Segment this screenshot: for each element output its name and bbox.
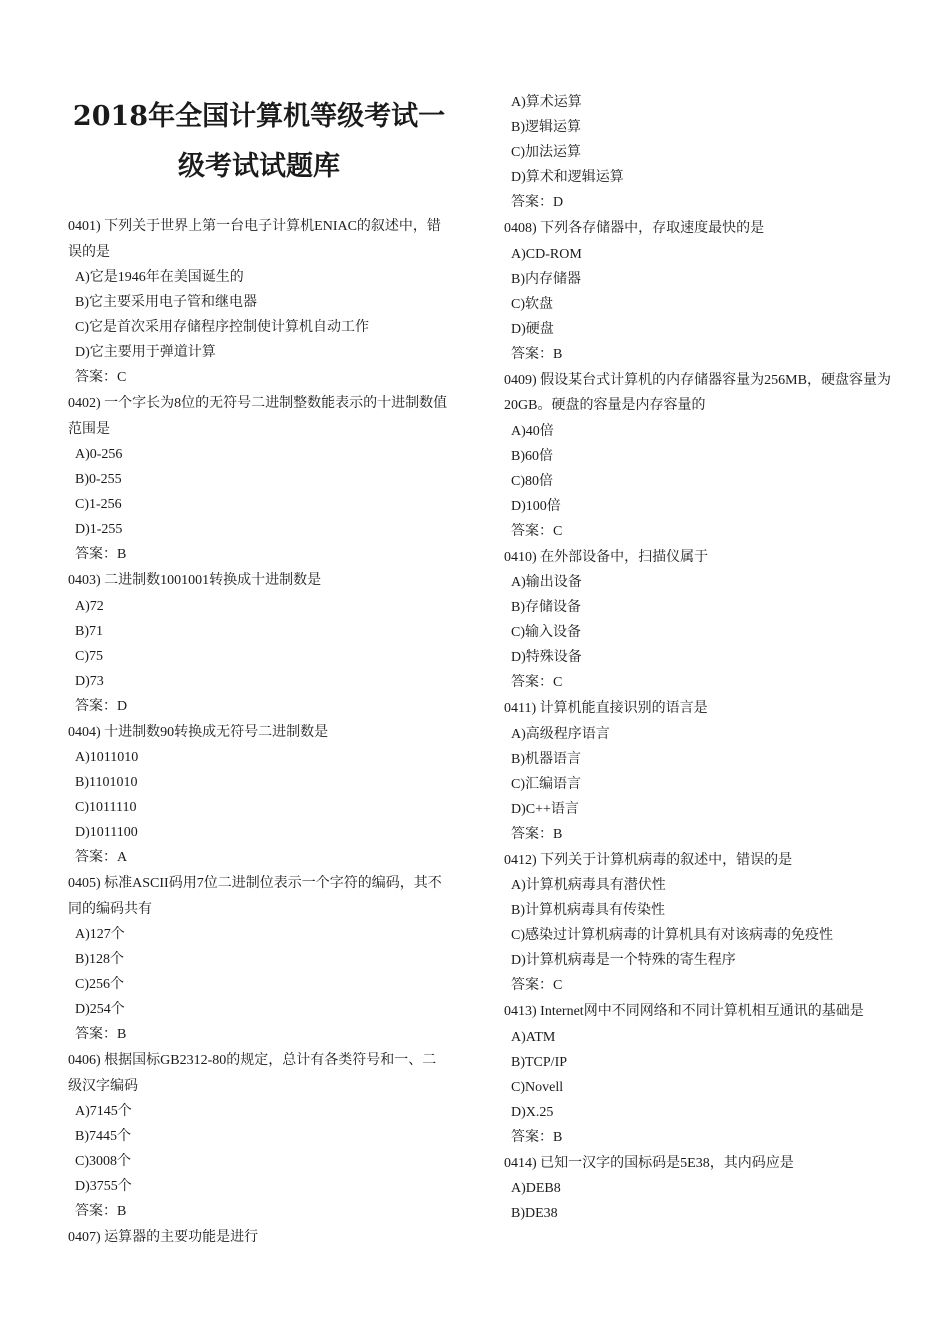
answer-option: D)100倍 [511, 498, 561, 514]
answer-option: C)1-256 [75, 497, 122, 512]
correct-answer: 答案：B [511, 826, 563, 842]
question-stem: 0403) 二进制数1001001转换成十进制数是 [68, 573, 322, 588]
answer-option: B)DE38 [511, 1206, 558, 1221]
correct-answer: 答案：D [75, 698, 128, 714]
correct-answer: 答案：A [75, 850, 128, 865]
answer-option: B)60倍 [511, 448, 553, 464]
answer-option: A)CD-ROM [511, 246, 582, 262]
answer-option: C)输入设备 [511, 625, 581, 640]
answer-option: B)计算机病毒具有传染性 [511, 903, 665, 918]
answer-option: A)127个 [75, 927, 125, 942]
answer-option: D)硬盘 [511, 321, 554, 337]
question-block [504, 216, 896, 368]
answer-option: D)C++语言 [511, 801, 579, 817]
question-stem: 0401) 下列关于世界上第一台电子计算机ENIAC的叙述中，错误的是 [68, 219, 441, 260]
question-stem: 0407) 运算器的主要功能是进行 [68, 1230, 259, 1245]
answer-option: A)计算机病毒具有潜伏性 [511, 878, 666, 893]
correct-answer: 答案：B [511, 346, 563, 362]
question-block [68, 391, 450, 568]
answer-option: D)X.25 [511, 1104, 554, 1120]
answer-option: A)高级程序语言 [511, 726, 610, 742]
answer-option: A)DEB8 [511, 1181, 561, 1196]
answer-option: B)它主要采用电子管和继电器 [75, 295, 257, 310]
correct-answer: 答案：C [511, 523, 563, 539]
answer-option: D)计算机病毒是一个特殊的寄生程序 [511, 953, 736, 968]
correct-answer: 答案：B [75, 547, 127, 562]
answer-option: B)存储设备 [511, 600, 581, 615]
answer-option: C)软盘 [511, 296, 553, 312]
question-block [68, 720, 450, 872]
question-stem: 0414) 已知一汉字的国标码是5E38，其内码应是 [504, 1155, 794, 1171]
answer-option: C)75 [75, 648, 103, 664]
correct-answer: 答案：D [511, 195, 564, 210]
answer-option: B)机器语言 [511, 751, 581, 767]
answer-option: B)128个 [75, 952, 124, 967]
answer-option: B)内存储器 [511, 271, 581, 287]
question-stem: 0404) 十进制数90转换成无符号二进制数是 [68, 724, 329, 740]
question-stem: 0413) Internet网中不同网络和不同计算机相互通讯的基础是 [504, 1004, 864, 1019]
question-block [504, 368, 896, 545]
answer-option: D)特殊设备 [511, 650, 582, 665]
question-stem: 0408) 下列各存储器中，存取速度最快的是 [504, 221, 765, 236]
question-block [504, 848, 896, 1000]
answer-option: B)逻辑运算 [511, 120, 581, 135]
answer-option: C)它是首次采用存储程序控制使计算机自动工作 [75, 320, 369, 335]
document-title [68, 92, 450, 192]
answer-option: C)256个 [75, 977, 124, 992]
correct-answer: 答案：B [75, 1027, 127, 1042]
question-block [68, 214, 450, 391]
left-question-list [68, 214, 450, 1251]
title-line-2: 级考试试题库 [178, 151, 340, 182]
answer-option: D)254个 [75, 1002, 125, 1017]
answer-option: B)7445个 [75, 1129, 131, 1144]
correct-answer: 答案：B [75, 1204, 127, 1219]
left-column [68, 92, 450, 1251]
question-block [504, 90, 896, 216]
answer-option: A)72 [75, 598, 104, 614]
answer-option: C)感染过计算机病毒的计算机具有对该病毒的免疫性 [511, 928, 833, 943]
answer-option: A)输出设备 [511, 575, 582, 590]
answer-option: C)3008个 [75, 1154, 131, 1169]
question-block [68, 568, 450, 720]
correct-answer: 答案：B [511, 1129, 563, 1145]
correct-answer: 答案：C [75, 370, 127, 385]
answer-option: A)0-256 [75, 447, 123, 462]
answer-option: A)40倍 [511, 423, 554, 439]
answer-option: B)1101010 [75, 775, 138, 790]
answer-option: C)1011110 [75, 800, 137, 815]
question-block [504, 545, 896, 697]
answer-option: D)3755个 [75, 1179, 132, 1194]
answer-option: D)73 [75, 673, 104, 689]
question-block [68, 1225, 450, 1251]
answer-option: A)ATM [511, 1029, 556, 1045]
question-stem: 0406) 根据国标GB2312-80的规定，总计有各类符号和一、二级汉字编码 [68, 1053, 437, 1094]
answer-option: D)1011100 [75, 825, 138, 840]
answer-option: B)71 [75, 623, 103, 639]
question-stem: 0405) 标准ASCII码用7位二进制位表示一个字符的编码，其不同的编码共有 [68, 876, 442, 917]
question-block [504, 696, 896, 848]
question-stem: 0411) 计算机能直接识别的语言是 [504, 701, 708, 716]
answer-option: A)算术运算 [511, 95, 582, 110]
question-stem: 0412) 下列关于计算机病毒的叙述中，错误的是 [504, 852, 793, 868]
question-block [68, 871, 450, 1048]
answer-option: D)1-255 [75, 522, 123, 537]
question-block [504, 1151, 896, 1227]
answer-option: B)0-255 [75, 472, 122, 487]
question-stem: 0409) 假设某台式计算机的内存储器容量为256MB，硬盘容量为20GB。硬盘的容量是内存容量的 [504, 372, 891, 413]
answer-option: C)Novell [511, 1079, 564, 1095]
right-column [504, 90, 896, 1226]
answer-option: A)7145个 [75, 1104, 132, 1119]
correct-answer: 答案：C [511, 675, 563, 690]
answer-option: A)1011010 [75, 750, 139, 765]
answer-option: D)算术和逻辑运算 [511, 170, 624, 185]
answer-option: D)它主要用于弹道计算 [75, 345, 216, 360]
question-block [504, 999, 896, 1151]
answer-option: B)TCP/IP [511, 1054, 568, 1070]
correct-answer: 答案：C [511, 978, 563, 993]
question-block [68, 1048, 450, 1225]
right-question-list [504, 90, 896, 1226]
question-stem: 0410) 在外部设备中，扫描仪属于 [504, 549, 709, 565]
answer-option: C)加法运算 [511, 145, 581, 160]
answer-option: C)汇编语言 [511, 776, 581, 792]
answer-option: C)80倍 [511, 473, 553, 489]
question-stem: 0402) 一个字长为8位的无符号二进制整数能表示的十进制数值范围是 [68, 396, 448, 437]
title-line-1: 2018年全国计算机等级考试一 [72, 101, 446, 132]
answer-option: A)它是1946年在美国诞生的 [75, 270, 244, 285]
